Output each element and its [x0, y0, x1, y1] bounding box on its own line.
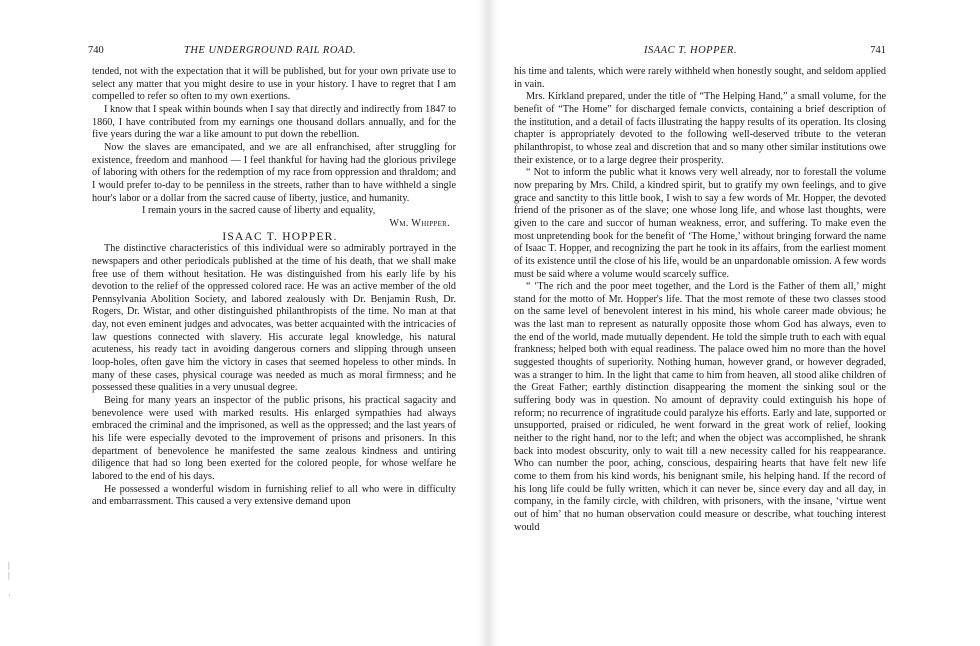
- paragraph: Being for many years an inspector of the public prisons, his practical sagacity and benevolence were used with marked results. His enlarged sympathies had always embraced the criminal and the imprisoned, as well as the oppressed; and the last years of his life were especially devoted to the improvement of prisons and prisoners. In this department of benevolence he manifested the same zealous kindness and untiring diligence that had so long been exerted for the colored people, for whose welfare he labored to the end of his days.: [92, 395, 456, 482]
- paragraph: his time and talents, which were rarely withheld when honestly sought, and seldom applied in vain.: [514, 66, 886, 90]
- margin-marks: | | ·: [8, 560, 11, 600]
- right-page-text: [514, 66, 886, 534]
- running-title-right: ISAAC T. HOPPER.: [644, 45, 737, 56]
- paragraph: “ ‘The rich and the poor meet together, and the Lord is the Father of them all,’ might stand for the motto of Mr. Hopper's life. That the most remote of these two classes stood on the same level of benevolent interest in his mind, his whole career made obvious; he was the last man to represent as naturally opposite those whom God has always, even to the end of the world, made mutually dependent. He told the simple truth to each with equal frankness; helped both with equal readiness. The palace owed him no more than the hovel suggested thoughts of superiority. Nothing human, however grand, or however degraded, was a stranger to him. In the light that came to him from heaven, all stood alike children of the Great Father; earthly distinction disappearing the moment the sinking soul or the suffering body was in question. No amount of depravity could extinguish his hope of reform; no recurrence of ingratitude could paralyze his efforts. Early and late, supported or unsupported, praised or ridiculed, he went forward in the great work of relief, looking neither to the right hand, nor to the left; and when the object was accomplished, he shrank back into modest obscurity, only to wait till a new necessity called for his reappearance. Who can number the poor, aching, conscious, despairing hearts that have felt new life come to them from his kind words, his benignant smile, his helping hand. If the record of his long life could be fully written, which it can never be, since every day and all day, in company, in the family circle, with children, with prisoners, with the insane, ‘virtue went out of him’ that no human observation could measure or describe, what touching interest would: [514, 281, 886, 533]
- page-number-left: 740: [88, 45, 104, 56]
- left-page-text: [92, 66, 456, 509]
- book-gutter: [478, 0, 498, 646]
- running-head-left: [88, 44, 454, 58]
- paragraph: Now the slaves are emancipated, and we are all enfranchised, after struggling for existence, freedom and manhood — I feel thankful for having had the glorious privilege of laboring with others for the redemption of my race from oppression and thraldom; and I would prefer to-day to be penniless in the streets, rather than to have withheld a single hour's labor or a dollar from the sacred cause of liberty, justice, and humanity.: [92, 141, 456, 204]
- left-page: [0, 0, 478, 646]
- paragraph: Mrs. Kirkland prepared, under the title of “The Helping Hand,” a small volume, for the benefit of “The Home” for discharged female convicts, containing a brief description of the institution, and a detail of facts illustrating the happy results of its operation. Its closing chapter is appropriately devoted to the following well-deserved tribute to the veteran philanthropist, to whose zeal and discretion that and so many other similar institutions owe their existence, or to a large degree their prosperity.: [514, 91, 886, 166]
- paragraph: tended, not with the expectation that it will be published, but for your own private use to select any matter that you might desire to use in your history. I have to regret that I am compelled to refer so often to my own exertions.: [92, 66, 456, 103]
- running-head-right: [516, 44, 886, 58]
- section-heading: ISAAC T. HOPPER.: [222, 230, 338, 243]
- paragraph: He possessed a wonderful wisdom in furnishing relief to all who were in difficulty and embarrassment. This caused a very extensive demand upon: [92, 483, 456, 508]
- letter-signature: Wm. Whipper.: [389, 217, 450, 229]
- paragraph: I know that I speak within bounds when I say that directly and indirectly from 1847 to 1860, I have contributed from my earnings one thousand dollars annually, and for the five years during the war a like amount to put down the rebellion.: [92, 103, 456, 141]
- letter-closing: I remain yours in the sacred cause of liberty and equality,: [142, 205, 376, 217]
- paragraph: “ Not to inform the public what it knows very well already, nor to forestall the volume now preparing by Mrs. Child, a kindred spirit, but to gratify my own feelings, and to give grace and sanctity to this little book, I wish to say a few words of Mr. Hopper, the devoted friend of the prisoner as of the slave; one whose long life, and whose last thoughts, were given to the care and succor of human weakness, error, and suffering. To make even the most unpretending book for the benefit of ‘The Home,’ without bringing forward the name of Isaac T. Hopper, and recognizing the part he took in its affairs, from the earliest moment of its existence until the close of his life, would be an unpardonable omission. A few words must be said where a volume would scarcely suffice.: [514, 167, 886, 280]
- running-title-left: THE UNDERGROUND RAIL ROAD.: [184, 45, 357, 56]
- right-page: [498, 0, 980, 646]
- paragraph: The distinctive characteristics of this individual were so admirably portrayed in the newspapers and other periodicals published at the time of his death, that we shall make free use of them without hesitation. He was distinguished from his early life by his devotion to the relief of the oppressed colored race. He was an active member of the old Pennsylvania Abolition Society, and labored zealously with Dr. Benjamin Rush, Dr. Rogers, Dr. Wistar, and other distinguished philanthropists of the time. No man at that day, not even eminent judges and advocates, was better acquainted with the intricacies of law questions connected with slavery. His accurate legal knowledge, his natural acuteness, his ready tact in avoiding dangerous corners and slipping through unseen loop-holes, often gave him the victory in cases that seemed hopeless to other minds. In many of these cases, physical courage was needed as much as moral firmness; and he possessed these qualities in a very unusual degree.: [92, 243, 456, 394]
- page-number-right: 741: [870, 45, 886, 56]
